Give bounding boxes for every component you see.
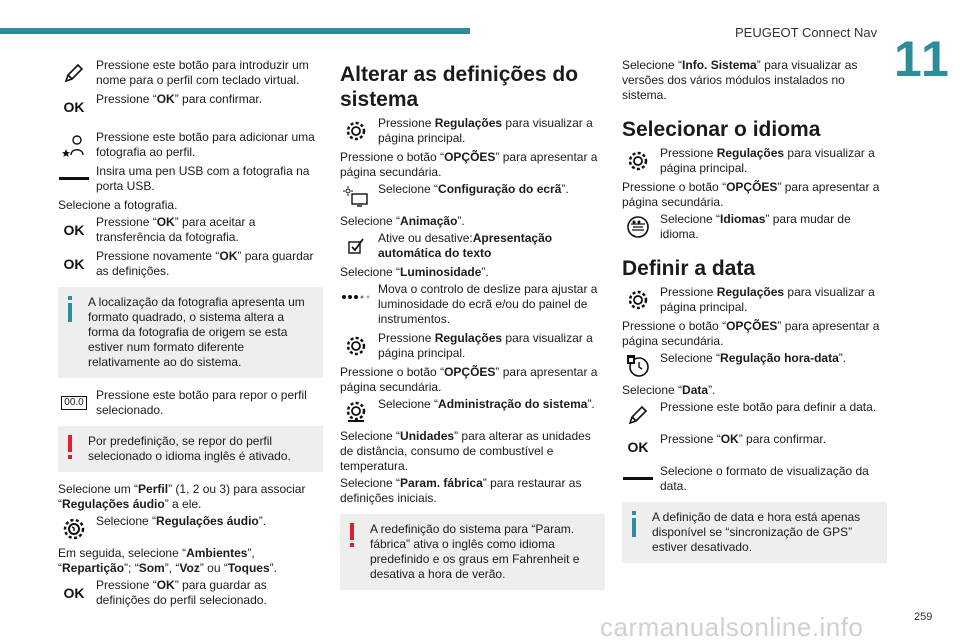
paragraph: Pressione o botão “OPÇÕES” para apresentar a página secundária. [622, 319, 880, 348]
instruction-settings: Pressione Regulações para visualizar a página principal. [622, 146, 887, 176]
info-icon [630, 511, 638, 537]
warning-note: Por predefinição, se repor do perfil selecionado o idioma inglês é ativado. [58, 426, 323, 472]
pencil-icon [622, 402, 654, 428]
instruction-languages: Selecione “Idiomas” para mudar de idioma. [622, 212, 887, 242]
instruction-confirm: OK Pressione “OK” para confirmar. [622, 432, 887, 460]
instruction-animation-toggle: Ative ou desative:Apresentação automática do texto [340, 231, 605, 261]
language-icon [622, 214, 654, 240]
pencil-icon [58, 60, 90, 86]
instruction-date-format: Selecione o formato de visualização da data. [622, 464, 887, 494]
instruction-keyboard [58, 58, 323, 88]
paragraph: Pressione o botão “OPÇÕES” para apresentar a página secundária. [340, 150, 598, 179]
header-accent-bar [0, 28, 470, 34]
instruction-settings: Pressione Regulações para visualizar a página principal. [622, 285, 887, 315]
info-note: A definição de data e hora está apenas disponível se “sincronização de GPS” estiver desativado. [622, 502, 887, 563]
paragraph: Selecione a fotografia. [58, 198, 178, 212]
section-heading: Selecionar o idioma [622, 118, 821, 141]
watermark: carmanualsonline.info [600, 612, 864, 642]
paragraph: Em seguida, selecione “Ambientes”, “Repartição”; “Som”, “Voz” ou “Toques”. [58, 546, 277, 575]
warning-icon [348, 523, 356, 549]
instruction-reset-profile: 00.0 Pressione este botão para repor o perfil selecionado. [58, 388, 323, 418]
paragraph: Selecione “Luminosidade”. [340, 265, 489, 279]
screen-config-icon [340, 184, 372, 210]
page-number: 259 [914, 611, 933, 623]
checkbox-icon [340, 233, 372, 259]
paragraph: Selecione “Info. Sistema” para visualizar as versões dos vários módulos instalados no sistema. [622, 58, 858, 102]
column-2 [340, 58, 605, 600]
ok-icon: OK [627, 438, 649, 455]
format-bar-icon [622, 466, 654, 492]
instruction-time-date: Selecione “Regulação hora-data”. [622, 351, 887, 379]
instruction-text: Pressione este botão para introduzir um nome para o perfil com teclado virtual. [96, 58, 309, 87]
instruction-usb: Insira uma pen USB com a fotografia na porta USB. [58, 164, 323, 194]
instruction-brightness-slider: Mova o controlo de deslize para ajustar a luminosidade do ecrã e/ou do painel de instrumentos. [340, 282, 605, 327]
paragraph: Selecione “Unidades” para alterar as unidades de distância, consumo de combustível e temperatura. [340, 429, 591, 473]
gear-icon [622, 287, 654, 313]
system-admin-icon [340, 399, 372, 425]
gear-icon [340, 333, 372, 359]
instruction-accept-transfer: OK Pressione “OK” para aceitar a transferência da fotografia. [58, 215, 323, 245]
instruction-confirm: OK Pressione “OK” para confirmar. [58, 92, 323, 120]
info-note: A localização da fotografia apresenta um formato quadrado, o sistema altera a forma da fotografia de origem se esta estiver num formato diferente relativamente ao do sistema. [58, 287, 323, 378]
header-title: PEUGEOT Connect Nav [735, 25, 878, 40]
instruction-screen-config: Selecione “Configuração do ecrã”. [340, 182, 605, 210]
column-3 [622, 58, 887, 573]
instruction-audio-settings: Selecione “Regulações áudio”. [58, 514, 323, 542]
add-photo-icon [58, 132, 90, 158]
gear-icon [340, 118, 372, 144]
instruction-settings: Pressione Regulações para visualizar a página principal. [340, 116, 605, 146]
reset-button-icon: 00.0 [58, 390, 90, 416]
paragraph: Pressione o botão “OPÇÕES” para apresentar a página secundária. [622, 180, 880, 209]
ok-icon: OK [63, 255, 85, 272]
clock-date-icon [622, 353, 654, 379]
ok-icon: OK [63, 584, 85, 601]
paragraph: Pressione o botão “OPÇÕES” para apresentar a página secundária. [340, 365, 598, 394]
instruction-set-date: Pressione este botão para definir a data. [622, 400, 887, 428]
warning-note: A redefinição do sistema para “Param. fábrica” ativa o inglês como idioma predefinido e os graus em Fahrenheit e desativa a hora de verão. [340, 514, 605, 590]
warning-icon [66, 435, 74, 461]
paragraph: Selecione “Param. fábrica” para restaurar as definições iniciais. [340, 476, 582, 505]
slider-icon [340, 284, 372, 310]
instruction-add-photo: Pressione este botão para adicionar uma fotografia ao perfil. [58, 130, 323, 160]
section-heading: Alterar as definições do sistema [340, 63, 579, 111]
ok-icon: OK [63, 98, 85, 115]
instruction-save: OK Pressione novamente “OK” para guardar as definições. [58, 249, 323, 279]
usb-port-icon [58, 166, 90, 192]
gear-icon [622, 148, 654, 174]
column-1 [58, 58, 323, 612]
info-icon [66, 296, 74, 322]
instruction-settings: Pressione Regulações para visualizar a página principal. [340, 331, 605, 361]
chapter-number: 11 [894, 31, 951, 87]
instruction-save-profile: OK Pressione “OK” para guardar as definições do perfil selecionado. [58, 578, 323, 608]
section-heading: Definir a data [622, 257, 756, 280]
paragraph: Selecione um “Perfil” (1, 2 ou 3) para associar “Regulações áudio” a ele. [58, 482, 306, 511]
paragraph: Selecione “Data”. [622, 383, 716, 397]
ok-icon: OK [63, 221, 85, 238]
instruction-system-admin: Selecione “Administração do sistema”. [340, 397, 605, 425]
audio-settings-icon [58, 516, 90, 542]
paragraph: Selecione “Animação”. [340, 214, 465, 228]
